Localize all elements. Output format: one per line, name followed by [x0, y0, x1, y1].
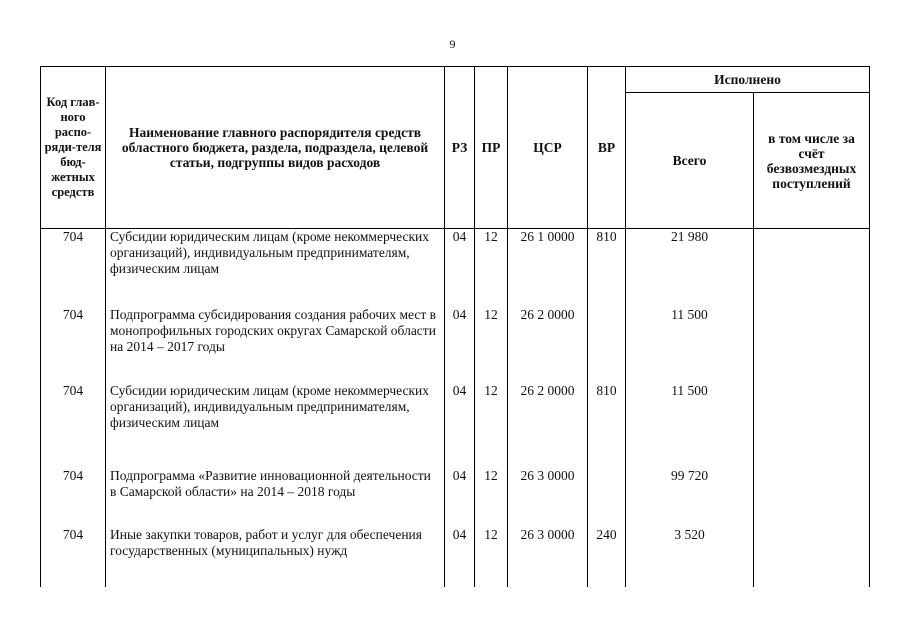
cell-total: 11 500	[626, 383, 754, 468]
cell-gratuitous	[754, 468, 870, 527]
cell-vr: 240	[588, 527, 626, 587]
table-row	[41, 229, 870, 307]
cell-gratuitous	[754, 307, 870, 383]
page-number: 9	[449, 37, 456, 51]
cell-vr: 810	[588, 383, 626, 468]
cell-rz: 04	[445, 468, 475, 527]
cell-code: 704	[41, 468, 106, 527]
cell-total: 99 720	[626, 468, 754, 527]
cell-name: Подпрограмма субсидирования создания рабочих мест в монопрофильных городских округах Самарской области на 2014 – 2017 годы	[106, 307, 445, 383]
cell-pr: 12	[475, 527, 508, 587]
cell-total: 21 980	[626, 229, 754, 307]
header-total: Всего	[626, 93, 754, 229]
cell-code: 704	[41, 527, 106, 587]
cell-name: Субсидии юридическим лицам (кроме некоммерческих организаций), индивидуальным предпринимателям, физическим лицам	[106, 383, 445, 468]
cell-csr: 26 3 0000	[508, 527, 588, 587]
cell-code: 704	[41, 383, 106, 468]
cell-name: Иные закупки товаров, работ и услуг для обеспечения государственных (муниципальных) нужд	[106, 527, 445, 587]
cell-name: Подпрограмма «Развитие инновационной деятельности в Самарской области» на 2014 – 2018 годы	[106, 468, 445, 527]
table-row	[41, 383, 870, 468]
cell-name: Субсидии юридическим лицам (кроме некоммерческих организаций), индивидуальным предпринимателям, физическим лицам	[106, 229, 445, 307]
cell-csr: 26 1 0000	[508, 229, 588, 307]
cell-vr	[588, 307, 626, 383]
cell-csr: 26 2 0000	[508, 383, 588, 468]
cell-rz: 04	[445, 229, 475, 307]
header-executed: Исполнено	[626, 67, 870, 93]
cell-rz: 04	[445, 527, 475, 587]
table-body	[41, 229, 870, 587]
table-row	[41, 527, 870, 587]
header-vr: ВР	[588, 67, 626, 229]
header-pr: ПР	[475, 67, 508, 229]
cell-total: 3 520	[626, 527, 754, 587]
cell-rz: 04	[445, 307, 475, 383]
cell-total: 11 500	[626, 307, 754, 383]
cell-pr: 12	[475, 468, 508, 527]
cell-pr: 12	[475, 383, 508, 468]
header-csr: ЦСР	[508, 67, 588, 229]
cell-csr: 26 2 0000	[508, 307, 588, 383]
cell-vr	[588, 468, 626, 527]
cell-rz: 04	[445, 383, 475, 468]
cell-code: 704	[41, 229, 106, 307]
header-rz: РЗ	[445, 67, 475, 229]
cell-code: 704	[41, 307, 106, 383]
cell-csr: 26 3 0000	[508, 468, 588, 527]
cell-pr: 12	[475, 229, 508, 307]
table-row	[41, 468, 870, 527]
table-header	[41, 67, 870, 229]
cell-gratuitous	[754, 229, 870, 307]
cell-gratuitous	[754, 383, 870, 468]
header-code: Код глав-ного распо-ряди-теля бюд-жетных средств	[41, 67, 106, 229]
cell-vr: 810	[588, 229, 626, 307]
budget-table	[40, 66, 870, 587]
cell-pr: 12	[475, 307, 508, 383]
header-name: Наименование главного распорядителя средств областного бюджета, раздела, подраздела, целевой статьи, подгруппы видов расходов	[106, 67, 445, 229]
cell-gratuitous	[754, 527, 870, 587]
header-gratuitous: в том числе за счёт безвозмездных поступлений	[754, 93, 870, 229]
table-row	[41, 307, 870, 383]
